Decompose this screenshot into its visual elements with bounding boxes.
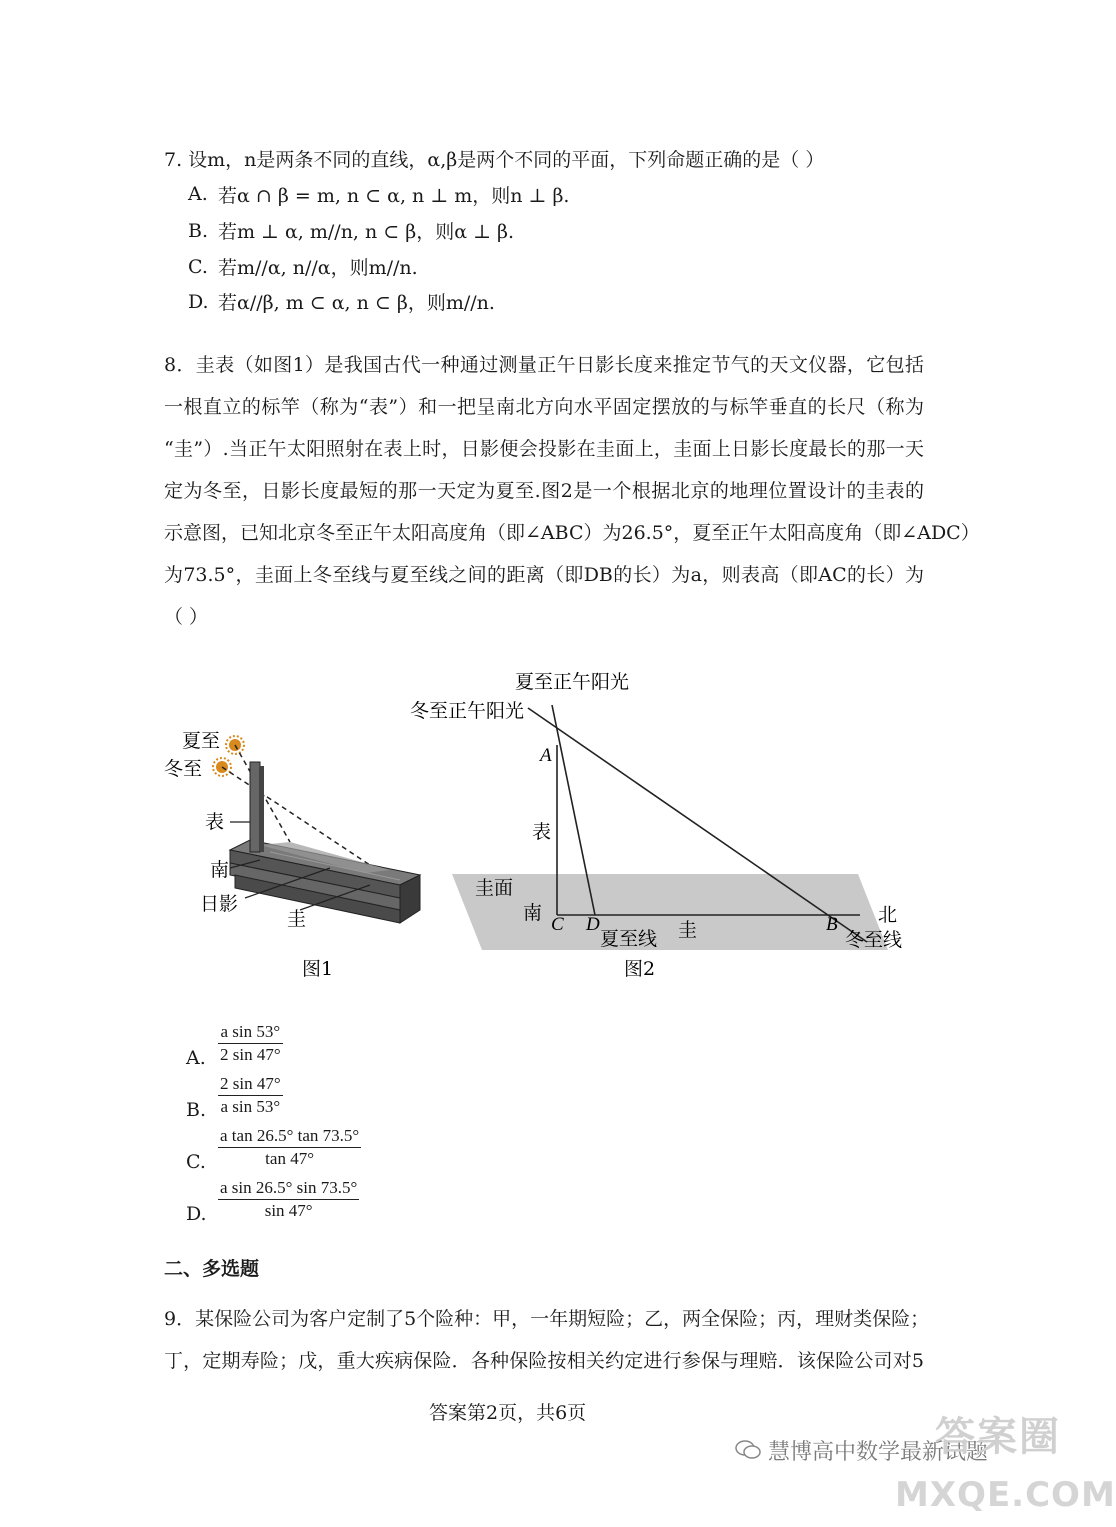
fig1-label-summer: 夏至 <box>182 730 221 752</box>
q9-text <box>164 1298 930 1382</box>
q7-stem: 7. 设m，n是两条不同的直线，α,β是两个不同的平面，下列命题正确的是（ ） <box>164 149 825 171</box>
fig2-label-biao: 表 <box>532 821 552 843</box>
wechat-icon <box>735 1440 761 1460</box>
q7-option-d: 若α//β, m ⊂ α, n ⊂ β，则m//n. <box>218 292 495 314</box>
q8-line: 为73.5°，圭面上冬至线与夏至线之间的距离（即DB的长）为a，则表高（即AC的长）为 <box>164 564 924 586</box>
q7-option-a-label: A. <box>188 183 208 205</box>
q8-line: 定为冬至，日影长度最短的那一天定为夏至.图2是一个根据北京的地理位置设计的圭表的 <box>164 480 924 502</box>
fig2-label-guimian: 圭面 <box>475 877 514 899</box>
q8-line: 一根直立的标竿（称为“表”）和一把呈南北方向水平固定摆放的与标竿垂直的长尺（称为 <box>164 396 924 418</box>
q8-option-b-denominator: a sin 53° <box>220 1097 281 1116</box>
q8-option-b-numerator: 2 sin 47° <box>220 1074 281 1093</box>
fig2-caption: 图2 <box>624 958 656 980</box>
fig2-label-winter-line: 冬至线 <box>845 929 903 951</box>
section-heading: 二、多选题 <box>164 1258 260 1280</box>
figure-2 <box>410 660 920 990</box>
fig2-label-north: 北 <box>878 904 898 926</box>
q7-option-c: 若m//α, n//α，则m//n. <box>218 257 418 279</box>
q8-option-a-numerator: a sin 53° <box>220 1022 281 1041</box>
fig2-label-winter-ray: 冬至正午阳光 <box>410 700 525 722</box>
fig2-point-c: C <box>551 914 564 935</box>
q8-option-d-fraction <box>218 1178 359 1221</box>
q7-option-a: 若α ∩ β = m, n ⊂ α, n ⊥ m，则n ⊥ β. <box>218 185 570 207</box>
q8-line: （ ） <box>164 606 209 628</box>
fig2-label-summer-line: 夏至线 <box>600 928 658 950</box>
fig1-label-gui: 圭 <box>287 908 307 930</box>
q7-option-c-label: C. <box>188 256 208 278</box>
q8-option-c-label: C. <box>186 1151 206 1173</box>
q9-line: 丁，定期寿险；戊，重大疾病保险．各种保险按相关约定进行参保与理赔．该保险公司对5 <box>164 1350 924 1372</box>
q8-option-a-denominator: 2 sin 47° <box>220 1045 281 1064</box>
fig1-label-shadow: 日影 <box>200 893 239 915</box>
figure-1 <box>150 720 440 990</box>
q8-option-d-label: D. <box>186 1203 207 1225</box>
watermark-account: 慧博高中数学最新试题 <box>768 1440 989 1465</box>
q8-option-c-denominator: tan 47° <box>265 1149 314 1168</box>
q8-option-b-label: B. <box>186 1099 207 1121</box>
q8-line: “圭”）.当正午太阳照射在表上时，日影便会投影在圭面上，圭面上日影长度最长的那一天 <box>164 438 924 460</box>
q7-option-d-label: D. <box>188 291 209 313</box>
fig2-label-gui: 圭 <box>678 919 698 941</box>
fig1-label-south: 南 <box>210 859 230 881</box>
q8-option-d-numerator: a sin 26.5° sin 73.5° <box>220 1178 358 1197</box>
q8-line: 示意图，已知北京冬至正午太阳高度角（即∠ABC）为26.5°，夏至正午太阳高度角（即∠ADC） <box>164 522 980 544</box>
fig2-point-b: B <box>826 914 838 935</box>
q8-option-a-label: A. <box>186 1047 206 1069</box>
fig1-label-winter: 冬至 <box>164 758 203 780</box>
q8-option-c-fraction <box>218 1126 361 1169</box>
q8-option-b-fraction <box>218 1074 283 1117</box>
q8-text <box>164 344 980 638</box>
watermark-site: MXQE.COM <box>895 1475 1116 1515</box>
fig1-label-biao: 表 <box>205 811 225 833</box>
q8-option-a-fraction <box>218 1022 283 1065</box>
q9-line: 9．某保险公司为客户定制了5个险种：甲，一年期短险；乙，两全保险；丙，理财类保险； <box>164 1308 930 1330</box>
watermark-logo: 答案圈 <box>935 1414 1061 1460</box>
fig2-point-a: A <box>540 745 552 766</box>
fig1-caption: 图1 <box>302 958 334 980</box>
q8-option-c-numerator: a tan 26.5° tan 73.5° <box>220 1126 360 1145</box>
fig2-label-south: 南 <box>523 902 543 924</box>
q8-option-d-denominator: sin 47° <box>264 1201 313 1220</box>
page-footer: 答案第2页，共6页 <box>429 1402 587 1424</box>
fig2-label-summer-ray: 夏至正午阳光 <box>515 671 630 693</box>
q7-option-b-label: B. <box>188 220 209 242</box>
q7-option-b: 若m ⊥ α, m//n, n ⊂ β，则α ⊥ β. <box>218 221 515 243</box>
fig2-point-d: D <box>586 914 600 935</box>
q8-line: 8．圭表（如图1）是我国古代一种通过测量正午日影长度来推定节气的天文仪器，它包括 <box>164 354 924 376</box>
